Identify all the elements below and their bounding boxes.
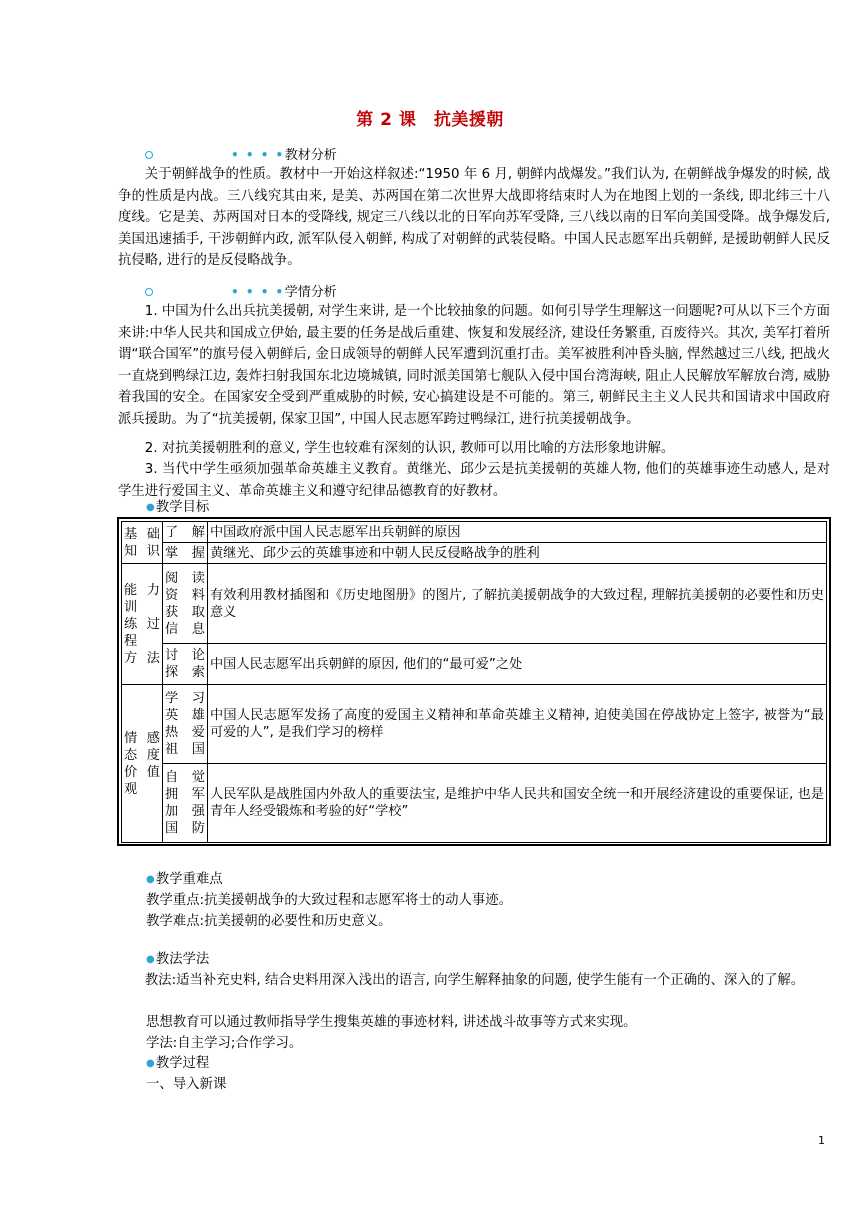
content-cell: 中国政府派中国人民志愿军出兵朝鲜的原因 [208,522,827,543]
level-cell: 掌握 [163,543,208,564]
circle-icon [145,151,153,159]
table-row [122,543,827,564]
table-row [122,764,827,843]
category-knowledge: 基础 知识 [122,522,163,564]
content-cell: 黄继光、邱少云的英雄事迹和中朝人民反侵略战争的胜利 [208,543,827,564]
dots-icon: • • • • [231,285,285,299]
page-number: 1 [818,1134,825,1147]
bullet-icon: ● [146,874,155,885]
table-row [122,522,827,543]
level-cell: 自 觉 拥军 加 强 国防 [163,764,208,843]
content-cell: 中国人民志愿军发扬了高度的爱国主义精神和革命英雄主义精神, 迫使美国在停战协定上签字, 被誉为“最可爱的人”, 是我们学习的榜样 [208,685,827,764]
section-heading-goals: ●教学目标 [146,500,210,515]
students-paragraph-2: 2. 对抗美援朝胜利的意义, 学生也较难有深刻的认识, 教师可以用比喻的方法形象地讲解。 [144,441,675,456]
methods-ideology: 思想教育可以通过教师指导学生搜集英雄的事迹材料, 讲述战斗故事等方式来实现。 [146,1015,637,1030]
level-cell: 阅 读 资料 获 取 信息 [163,564,208,644]
table-row [122,685,827,764]
process-step-1: 一、导入新课 [146,1077,227,1092]
methods-teaching: 教法:适当补充史料, 结合史料用深入浅出的语言, 向学生解释抽象的问题, 使学生能有一个正确的、深入的了解。 [144,973,805,988]
goals-table [121,521,827,843]
content-cell: 人民军队是战胜国内外敌人的重要法宝, 是维护中华人民共和国安全统一和开展经济建设的重要保证, 也是青年人经受锻炼和考验的好“学校” [208,764,827,843]
table-row [122,564,827,644]
key-point-difficulty: 教学难点:抗美援朝的必要性和历史意义。 [146,914,392,929]
bullet-icon: ● [146,954,155,965]
dots-icon: • • • • [231,148,285,162]
bullet-icon: ● [146,1058,155,1069]
page-title: 第 2 课 抗美援朝 [356,110,504,130]
section-heading-process: ●教学过程 [146,1056,210,1071]
category-emotion: 情感 态度 价 值 观 [122,685,163,843]
students-paragraph-1: 1. 中国为什么出兵抗美援朝, 对学生来讲, 是一个比较抽象的问题。如何引导学生理解这一问题呢?可从以下三个方面来讲:中华人民共和国成立伊始, 最主要的任务是战后重建、恢复和发展经济, 建设任务繁重, 百废待兴。其次, 美军打着所谓“联合国军”的旗号侵入朝鲜后, 金日成领导的朝鲜人民军遭到沉重打击。美军被胜利冲昏头脑, 悍然越过三八线, 把战火一直烧到鸭绿江边, 轰炸扫射我国东北边境城镇, 同时派美国第七舰队入侵中国台湾海峡, 阻止人民解放军解放台湾, 威胁着我国的安全。在国家安全受到严重威胁的时候, 安心搞建设是不可能的。第三, 朝鲜民主主义人民共和国请求中国政府派兵援助。为了“抗美援朝, 保家卫国”, 中国人民志愿军跨过鸭绿江, 进行抗美援朝战争。 [118,304,830,427]
table-row [122,644,827,685]
section-heading-key-points: ●教学重难点 [146,872,223,887]
textbook-analysis-paragraph: 关于朝鲜战争的性质。教材中一开始这样叙述:“1950 年 6 月, 朝鲜内战爆发。”我们认为, 在朝鲜战争爆发的时候, 战争的性质是内战。三八线究其由来, 是美、苏两国在第二次世界大战即将结束时人为在地图上划的一条线, 即北纬三十八度线。它是美、苏两国对日本的受降线, 规定三八线以北的日军向苏军受降, 三八线以南的日军向美国受降。战争爆发后, 美国迅速插手, 干涉朝鲜内政, 派军队侵入朝鲜, 构成了对朝鲜的武装侵略。中国人民志愿军出兵朝鲜, 是援助朝鲜人民反抗侵略, 进行的是反侵略战争。 [118,167,830,269]
circle-icon [145,288,153,296]
goals-table-frame [117,517,831,846]
bullet-icon: ● [146,502,155,513]
section-heading-students: • • • •学情分析 [145,283,337,301]
section-heading-methods: ●教法学法 [146,952,210,967]
content-cell: 有效利用教材插图和《历史地图册》的图片, 了解抗美援朝战争的大致过程, 理解抗美援朝的必要性和历史意义 [208,564,827,644]
level-cell: 了解 [163,522,208,543]
methods-learning: 学法:自主学习;合作学习。 [146,1036,303,1051]
key-point-focus: 教学重点:抗美援朝战争的大致过程和志愿军将士的动人事迹。 [146,893,513,908]
level-cell: 讨 论 探索 [163,644,208,685]
content-cell: 中国人民志愿军出兵朝鲜的原因, 他们的“最可爱”之处 [208,644,827,685]
category-ability: 能 力 训 练 过 程 方法 [122,564,163,685]
section-heading-textbook: • • • •教材分析 [145,146,337,164]
level-cell: 学 习 英雄 热 爱 祖国 [163,685,208,764]
students-paragraph-3: 3. 当代中学生亟须加强革命英雄主义教育。黄继光、邱少云是抗美援朝的英雄人物, 他们的英雄事迹生动感人, 是对学生进行爱国主义、革命英雄主义和遵守纪律品德教育的好教材。 [118,462,830,499]
